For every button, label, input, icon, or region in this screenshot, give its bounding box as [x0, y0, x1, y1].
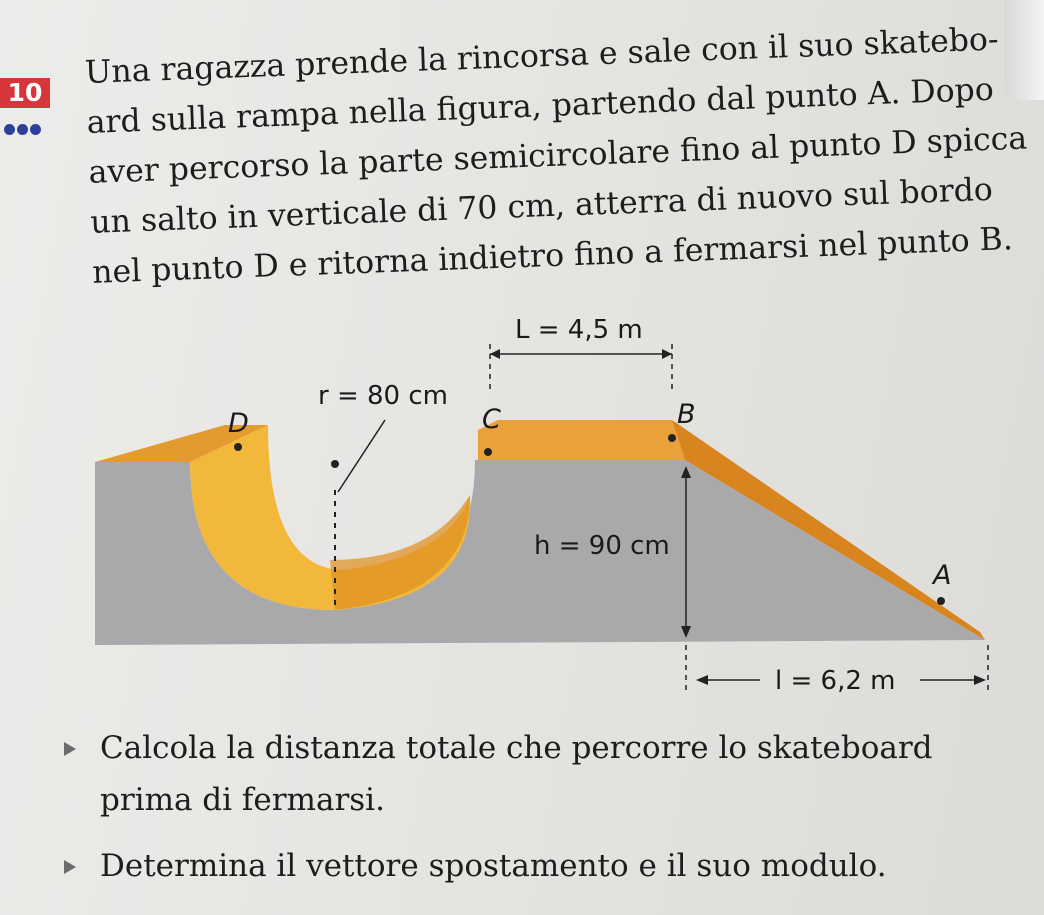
task-text: Determina il vettore spostamento e il suo modulo. — [100, 848, 887, 884]
bullet-triangle-icon — [64, 742, 76, 756]
exercise-number: 10 — [0, 78, 50, 108]
problem-line: un salto in verticale di 70 cm, atterra di nuovo sul bordo — [89, 171, 994, 241]
problem-text — [84, 14, 1028, 298]
task-item — [60, 840, 1020, 892]
right-deck — [478, 420, 685, 460]
label-C: C — [482, 404, 501, 435]
label-B: B — [677, 399, 696, 430]
task-item — [60, 722, 1020, 774]
dim-L-arrow-right — [662, 349, 672, 359]
dim-L-arrow-left — [490, 349, 500, 359]
radius-line — [338, 420, 385, 492]
problem-line: nel punto D e ritorna indietro fino a fermarsi nel punto B. — [91, 221, 1014, 291]
problem-line: aver percorso la parte semicircolare fino al punto D spicca — [87, 120, 1028, 191]
task-list — [60, 722, 1020, 892]
difficulty-dots — [4, 120, 43, 139]
label-L: L = 4,5 m — [515, 315, 643, 345]
point-C — [484, 448, 492, 456]
point-B — [668, 434, 676, 442]
label-l: l = 6,2 m — [775, 666, 896, 696]
bullet-triangle-icon — [64, 860, 76, 874]
center-dot — [331, 460, 339, 468]
task-text-continued: prima di fermarsi. — [100, 782, 385, 818]
task-text: Calcola la distanza totale che percorre lo skateboard — [100, 730, 933, 766]
label-r: r = 80 cm — [318, 381, 448, 411]
problem-line: ard sulla rampa nella figura, partendo dal punto A. Dopo — [86, 71, 995, 141]
label-h: h = 90 cm — [534, 531, 670, 561]
point-D — [234, 443, 242, 451]
label-A: A — [933, 560, 952, 591]
label-D: D — [228, 408, 249, 439]
problem-line: Una ragazza prende la rincorsa e sale con il suo skatebo- — [84, 21, 1000, 91]
point-A — [937, 597, 945, 605]
skate-ramp-figure — [0, 300, 1044, 700]
